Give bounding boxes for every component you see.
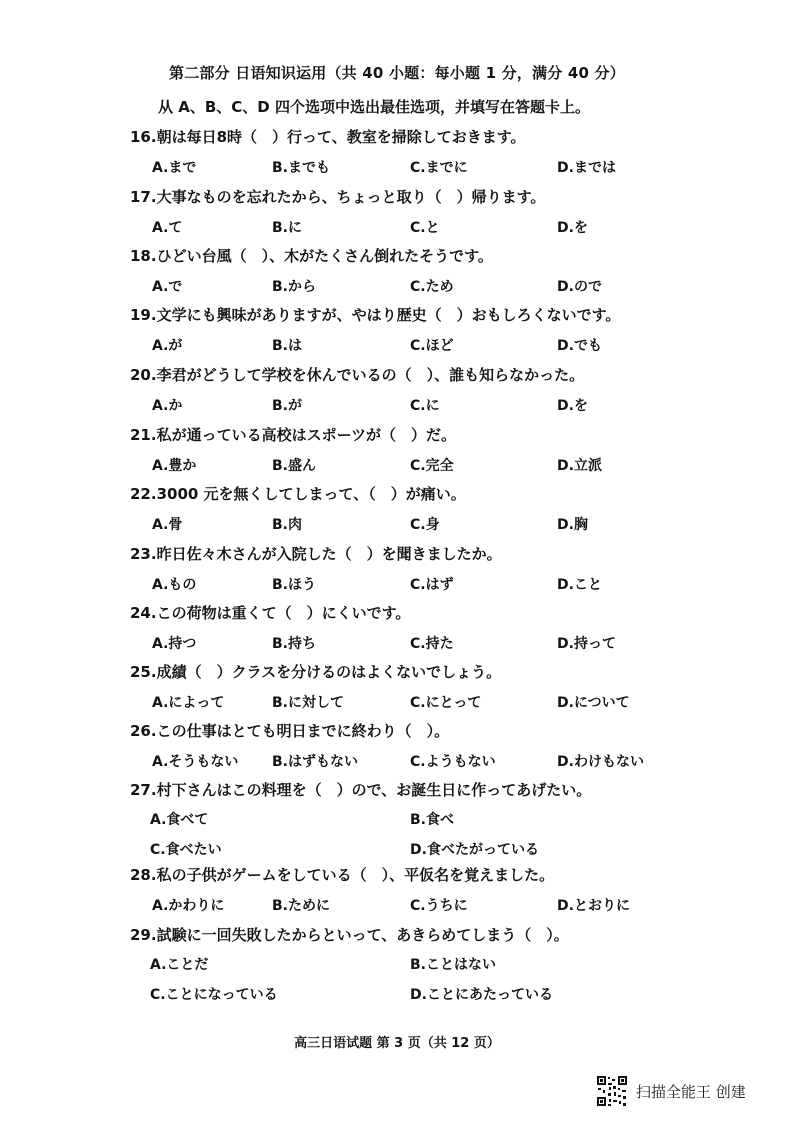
question-text: 19.文学にも興味がありますが、やはり歴史（ ）おもしろくないです。 (130, 306, 621, 324)
answer-option: C.にとって (410, 695, 482, 711)
answer-option: D.ことにあたっている (410, 987, 553, 1003)
question-text: 16.朝は每日8時（ ）行って、教室を掃除しておきます。 (130, 128, 526, 146)
question-text: 23.昨日佐々木さんが入院した（ ）を聞きましたか。 (130, 545, 502, 563)
answer-option: C.に (410, 398, 440, 414)
answer-option: A.が (152, 338, 183, 354)
answer-option: D.こと (557, 577, 602, 593)
answer-option: A.まで (152, 160, 197, 176)
answer-option: A.て (152, 220, 183, 236)
answer-option: C.ことになっている (150, 987, 278, 1003)
answer-option: B.までも (272, 160, 330, 176)
answer-option: D.わけもない (557, 754, 644, 770)
qr-code-icon (596, 1075, 628, 1107)
answer-option: A.骨 (152, 517, 183, 533)
answer-option: A.そうもない (152, 754, 239, 770)
answer-option: D.ので (557, 279, 602, 295)
answer-option: C.食べたい (150, 842, 222, 858)
question-text: 20.李君がどうして学校を休んでいるの（ ）、誰も知らなかった。 (130, 366, 585, 384)
answer-option: A.か (152, 398, 183, 414)
answer-option: D.を (557, 398, 588, 414)
answer-option: D.食べたがっている (410, 842, 539, 858)
answer-option: B.ほう (272, 577, 316, 593)
answer-option: C.うちに (410, 898, 468, 914)
answer-option: C.はず (410, 577, 454, 593)
question-text: 25.成績（ ）クラスを分けるのはよくないでしょう。 (130, 663, 502, 681)
answer-option: B.持ち (272, 636, 316, 652)
answer-option: C.までに (410, 160, 468, 176)
answer-option: C.ようもない (410, 754, 496, 770)
answer-option: B.盛ん (272, 458, 316, 474)
question-text: 24.この荷物は重くて（ ）にくいです。 (130, 604, 411, 622)
answer-option: C.ほど (410, 338, 454, 354)
answer-option: B.に対して (272, 695, 344, 711)
question-text: 21.私が通っている高校はスポーツが（ ）だ。 (130, 426, 456, 444)
answer-option: A.ことだ (150, 957, 209, 973)
section-title: 第二部分 日语知识运用（共 40 小题：每小题 1 分，满分 40 分） (169, 64, 625, 82)
answer-option: B.ために (272, 898, 330, 914)
watermark-text: 扫描全能王 创建 (636, 1082, 746, 1101)
answer-option: B.は (272, 338, 302, 354)
question-text: 28.私の子供がゲームをしている（ ）、平仮名を覚えました。 (130, 866, 555, 884)
question-text: 29.試験に一回失敗したからといって、あきらめてしまう（ ）。 (130, 926, 569, 944)
answer-option: C.ため (410, 279, 454, 295)
answer-option: D.でも (557, 338, 602, 354)
scanner-watermark (596, 1074, 746, 1108)
answer-option: A.もの (152, 577, 197, 593)
answer-option: B.肉 (272, 517, 302, 533)
answer-option: C.完全 (410, 458, 454, 474)
answer-option: A.豊か (152, 458, 197, 474)
question-text: 18.ひどい台風（ ）、木がたくさん倒れたそうです。 (130, 247, 493, 265)
question-text: 22.3000 元を無くしてしまって、（ ）が痛い。 (130, 485, 466, 503)
answer-option: A.によって (152, 695, 225, 711)
answer-option: D.持って (557, 636, 616, 652)
answer-option: B.食べ (410, 812, 454, 828)
question-text: 17.大事なものを忘れたから、ちょっと取り（ ）帰ります。 (130, 188, 546, 206)
answer-option: D.胸 (557, 517, 588, 533)
answer-option: C.と (410, 220, 440, 236)
question-text: 26.この仕事はとても明日までに終わり（ ）。 (130, 722, 450, 740)
answer-option: D.とおりに (557, 898, 630, 914)
answer-option: A.持つ (152, 636, 197, 652)
page-footer: 高三日语试题 第 3 页（共 12 页） (294, 1036, 500, 1051)
answer-option: B.が (272, 398, 302, 414)
answer-option: D.を (557, 220, 588, 236)
answer-option: C.持た (410, 636, 454, 652)
answer-option: A.で (152, 279, 183, 295)
answer-option: A.食べて (150, 812, 209, 828)
answer-option: A.かわりに (152, 898, 225, 914)
answer-option: B.はずもない (272, 754, 358, 770)
question-text: 27.村下さんはこの料理を（ ）ので、お誕生日に作ってあげたい。 (130, 781, 592, 799)
answer-option: C.身 (410, 517, 440, 533)
answer-option: D.までは (557, 160, 616, 176)
answer-option: B.に (272, 220, 302, 236)
answer-option: D.立派 (557, 458, 602, 474)
answer-option: D.について (557, 695, 630, 711)
answer-option: B.ことはない (410, 957, 496, 973)
instruction-text: 从 A、B、C、D 四个选项中选出最佳选项，并填写在答题卡上。 (158, 98, 590, 116)
answer-option: B.から (272, 279, 316, 295)
